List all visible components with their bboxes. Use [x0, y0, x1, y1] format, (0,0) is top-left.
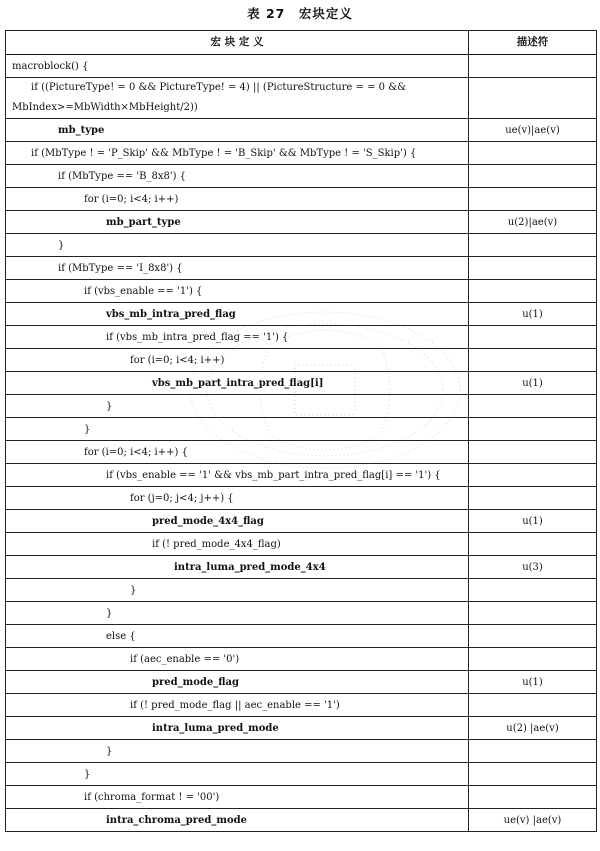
descriptor-cell [469, 165, 597, 188]
table-row [6, 142, 597, 165]
table-row [6, 188, 597, 211]
descriptor-cell [469, 441, 597, 464]
syntax-cell: else { [6, 625, 469, 648]
table-row [6, 78, 597, 119]
table-row [6, 303, 597, 326]
macroblock-syntax-table [5, 30, 597, 832]
table-row [6, 740, 597, 763]
descriptor-cell: u(1) [469, 510, 597, 533]
syntax-cell: for (i=0; i<4; i++) { [6, 441, 469, 464]
descriptor-cell [469, 257, 597, 280]
syntax-cell: vbs_mb_intra_pred_flag [6, 303, 469, 326]
table-row [6, 211, 597, 234]
descriptor-cell [469, 280, 597, 303]
table-row [6, 464, 597, 487]
descriptor-cell [469, 464, 597, 487]
descriptor-cell: ue(v) |ae(v) [469, 809, 597, 832]
syntax-cell: } [6, 395, 469, 418]
descriptor-cell [469, 142, 597, 165]
syntax-line: if ((PictureType! = 0 && PictureType! = 4) || (PictureStructure = = 0 && [31, 82, 406, 93]
header-definition: 宏 块 定 义 [6, 31, 469, 55]
table-row [6, 326, 597, 349]
syntax-cell: if (! pred_mode_flag || aec_enable == '1') [6, 694, 469, 717]
descriptor-cell: ue(v)|ae(v) [469, 119, 597, 142]
table-row [6, 119, 597, 142]
table-row [6, 763, 597, 786]
syntax-cell: intra_luma_pred_mode_4x4 [6, 556, 469, 579]
syntax-cell: if (vbs_enable == '1') { [6, 280, 469, 303]
syntax-cell: } [6, 763, 469, 786]
syntax-cell: mb_type [6, 119, 469, 142]
table-row [6, 280, 597, 303]
table-row [6, 510, 597, 533]
descriptor-cell [469, 694, 597, 717]
syntax-cell: if (vbs_enable == '1' && vbs_mb_part_intra_pred_flag[i] == '1') { [6, 464, 469, 487]
descriptor-cell [469, 602, 597, 625]
syntax-cell: if (vbs_mb_intra_pred_flag == '1') { [6, 326, 469, 349]
descriptor-cell [469, 349, 597, 372]
table-row [6, 533, 597, 556]
syntax-cell: if (MbType ! = 'P_Skip' && MbType ! = 'B_Skip' && MbType ! = 'S_Skip') { [6, 142, 469, 165]
syntax-cell: } [6, 740, 469, 763]
table-row [6, 648, 597, 671]
syntax-cell: macroblock() { [6, 55, 469, 78]
descriptor-cell [469, 625, 597, 648]
table-row [6, 257, 597, 280]
syntax-cell: if (MbType == 'B_8x8') { [6, 165, 469, 188]
table-title: 表 27 宏块定义 [247, 6, 353, 21]
descriptor-cell [469, 487, 597, 510]
descriptor-cell [469, 188, 597, 211]
syntax-cell: if (chroma_format ! = '00') [6, 786, 469, 809]
table-row [6, 625, 597, 648]
table-row [6, 234, 597, 257]
descriptor-cell [469, 78, 597, 119]
descriptor-cell [469, 648, 597, 671]
syntax-cell: if (! pred_mode_4x4_flag) [6, 533, 469, 556]
descriptor-cell: u(1) [469, 671, 597, 694]
table-row [6, 786, 597, 809]
descriptor-cell: u(1) [469, 372, 597, 395]
syntax-cell: } [6, 418, 469, 441]
syntax-cell: intra_chroma_pred_mode [6, 809, 469, 832]
descriptor-cell [469, 763, 597, 786]
syntax-cell: pred_mode_4x4_flag [6, 510, 469, 533]
header-descriptor: 描述符 [469, 31, 597, 55]
syntax-cell: } [6, 602, 469, 625]
table-row [6, 809, 597, 832]
syntax-cell: for (j=0; j<4; j++) { [6, 487, 469, 510]
table-row [6, 395, 597, 418]
descriptor-cell [469, 579, 597, 602]
table-row [6, 556, 597, 579]
table-row [6, 349, 597, 372]
descriptor-cell [469, 418, 597, 441]
descriptor-cell [469, 786, 597, 809]
syntax-cell [6, 78, 469, 119]
table-row [6, 55, 597, 78]
syntax-cell: intra_luma_pred_mode [6, 717, 469, 740]
descriptor-cell: u(3) [469, 556, 597, 579]
descriptor-cell [469, 533, 597, 556]
table-row [6, 441, 597, 464]
descriptor-cell [469, 740, 597, 763]
descriptor-cell [469, 395, 597, 418]
syntax-cell: if (MbType == 'I_8x8') { [6, 257, 469, 280]
syntax-cell: } [6, 579, 469, 602]
table-row [6, 165, 597, 188]
table-header-row [6, 31, 597, 55]
syntax-cell: } [6, 234, 469, 257]
table-row [6, 671, 597, 694]
descriptor-cell [469, 326, 597, 349]
table-body [6, 55, 597, 832]
table-row [6, 487, 597, 510]
table-row [6, 372, 597, 395]
syntax-cell: if (aec_enable == '0') [6, 648, 469, 671]
descriptor-cell: u(2)|ae(v) [469, 211, 597, 234]
descriptor-cell: u(1) [469, 303, 597, 326]
syntax-cell: for (i=0; i<4; i++) [6, 349, 469, 372]
descriptor-cell [469, 234, 597, 257]
table-row [6, 694, 597, 717]
syntax-cell: mb_part_type [6, 211, 469, 234]
descriptor-cell: u(2) |ae(v) [469, 717, 597, 740]
table-row [6, 717, 597, 740]
table-row [6, 418, 597, 441]
table-row [6, 602, 597, 625]
table-row [6, 579, 597, 602]
syntax-line: MbIndex>=MbWidth×MbHeight/2)) [12, 102, 198, 113]
syntax-cell: pred_mode_flag [6, 671, 469, 694]
syntax-cell: for (i=0; i<4; i++) [6, 188, 469, 211]
descriptor-cell [469, 55, 597, 78]
syntax-cell: vbs_mb_part_intra_pred_flag[i] [6, 372, 469, 395]
